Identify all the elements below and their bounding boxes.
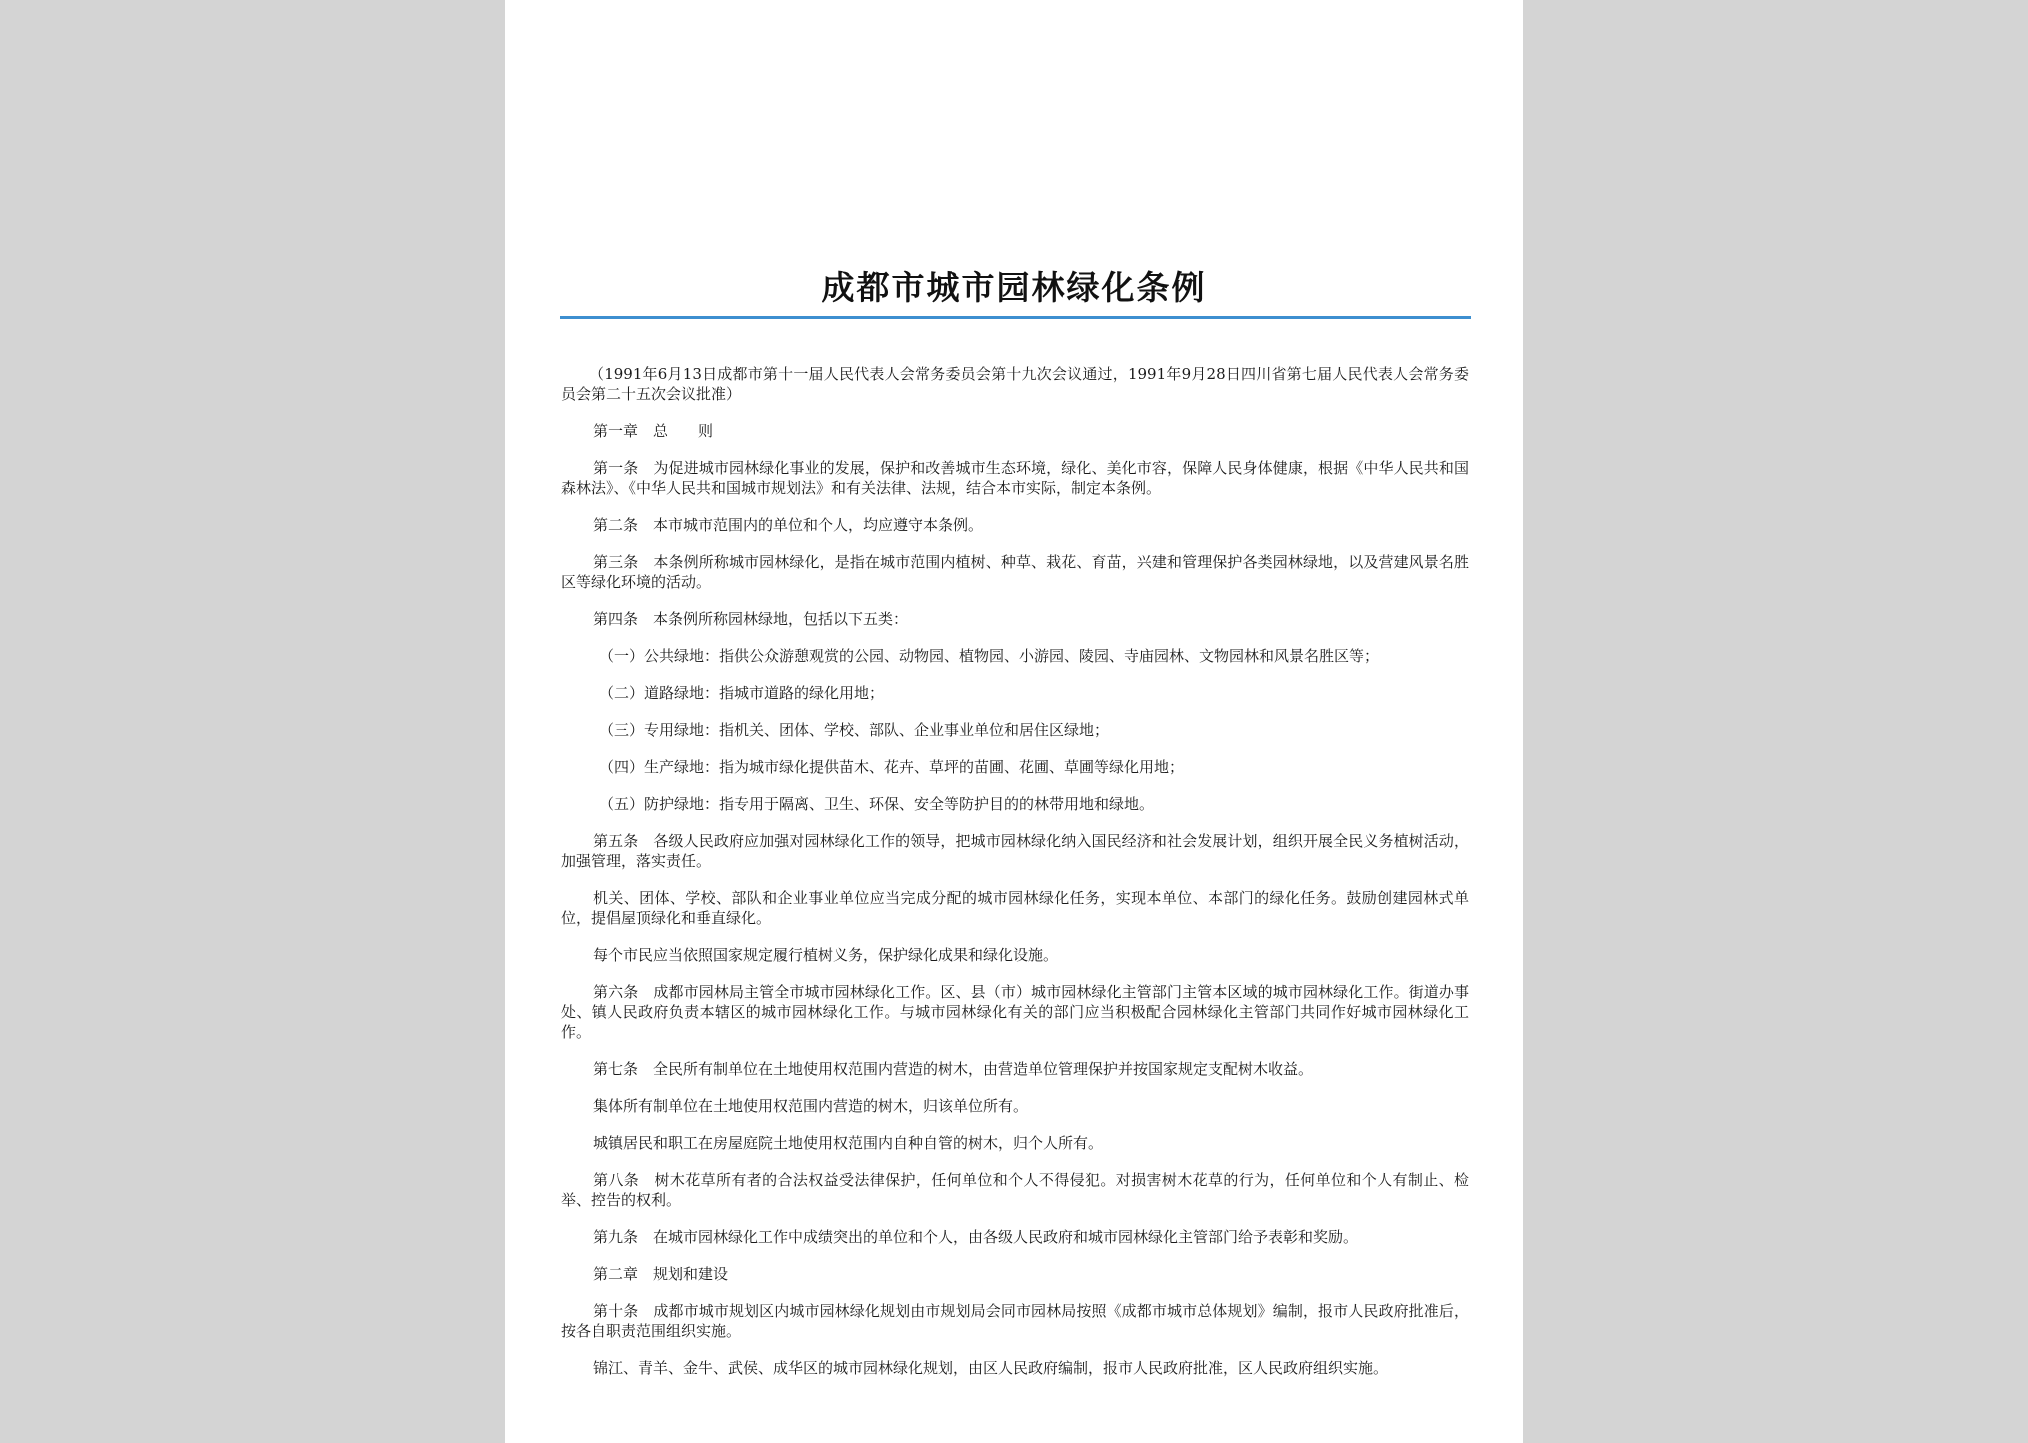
article-paragraph: 第三条 本条例所称城市园林绿化，是指在城市范围内植树、种草、栽花、育苗，兴建和管理保护各类园林绿地，以及营建风景名胜区等绿化环境的活动。 — [561, 553, 1469, 591]
list-item: （二）道路绿地：指城市道路的绿化用地； — [599, 684, 885, 702]
article-paragraph: 集体所有制单位在土地使用权范围内营造的树木，归该单位所有。 — [593, 1097, 1029, 1115]
list-item: （三）专用绿地：指机关、团体、学校、部队、企业事业单位和居住区绿地； — [599, 721, 1110, 739]
article-paragraph: 城镇居民和职工在房屋庭院土地使用权范围内自种自管的树木，归个人所有。 — [593, 1134, 1104, 1152]
article-paragraph: 第八条 树木花草所有者的合法权益受法律保护，任何单位和个人不得侵犯。对损害树木花草的行为，任何单位和个人有制止、检举、控告的权利。 — [561, 1171, 1469, 1209]
title-underline — [560, 316, 1471, 319]
article-paragraph: 第五条 各级人民政府应加强对园林绿化工作的领导，把城市园林绿化纳入国民经济和社会发展计划，组织开展全民义务植树活动，加强管理，落实责任。 — [561, 832, 1469, 870]
preamble: （1991年6月13日成都市第十一届人民代表人会常务委员会第十九次会议通过，1991年9月28日四川省第七届人民代表人会常务委员会第二十五次会议批准） — [561, 365, 1469, 403]
article-paragraph: 每个市民应当依照国家规定履行植树义务，保护绿化成果和绿化设施。 — [593, 946, 1059, 964]
article-paragraph: 第十条 成都市城市规划区内城市园林绿化规划由市规划局会同市园林局按照《成都市城市总体规划》编制，报市人民政府批准后，按各自职责范围组织实施。 — [561, 1302, 1469, 1340]
article-paragraph: 第六条 成都市园林局主管全市城市园林绿化工作。区、县（市）城市园林绿化主管部门主管本区域的城市园林绿化工作。街道办事处、镇人民政府负责本辖区的城市园林绿化工作。与城市园林绿化有关的部门应当积极配合园林绿化主管部门共同作好城市园林绿化工作。 — [561, 983, 1469, 1041]
article-paragraph: 锦江、青羊、金牛、武侯、成华区的城市园林绿化规划，由区人民政府编制，报市人民政府批准，区人民政府组织实施。 — [593, 1359, 1389, 1377]
chapter-heading: 第一章 总 则 — [593, 422, 714, 440]
article-paragraph: 第一条 为促进城市园林绿化事业的发展，保护和改善城市生态环境，绿化、美化市容，保障人民身体健康，根据《中华人民共和国森林法》、《中华人民共和国城市规划法》和有关法律、法规，结合本市实际，制定本条例。 — [561, 459, 1469, 497]
document-title: 成都市城市园林绿化条例 — [821, 268, 1207, 307]
article-paragraph: 第九条 在城市园林绿化工作中成绩突出的单位和个人，由各级人民政府和城市园林绿化主管部门给予表彰和奖励。 — [593, 1228, 1359, 1246]
article-paragraph: 第四条 本条例所称园林绿地，包括以下五类： — [593, 610, 909, 628]
chapter-heading: 第二章 规划和建设 — [593, 1265, 729, 1283]
list-item: （一）公共绿地：指供公众游憩观赏的公园、动物园、植物园、小游园、陵园、寺庙园林、文物园林和风景名胜区等； — [599, 647, 1380, 665]
document-body — [561, 364, 1469, 1395]
list-item: （四）生产绿地：指为城市绿化提供苗木、花卉、草坪的苗圃、花圃、草圃等绿化用地； — [599, 758, 1185, 776]
article-paragraph: 第七条 全民所有制单位在土地使用权范围内营造的树木，由营造单位管理保护并按国家规定支配树木收益。 — [593, 1060, 1314, 1078]
list-item: （五）防护绿地：指专用于隔离、卫生、环保、安全等防护目的的林带用地和绿地。 — [599, 795, 1155, 813]
document-page — [505, 0, 1523, 1443]
article-paragraph: 第二条 本市城市范围内的单位和个人，均应遵守本条例。 — [593, 516, 984, 534]
article-paragraph: 机关、团体、学校、部队和企业事业单位应当完成分配的城市园林绿化任务，实现本单位、本部门的绿化任务。鼓励创建园林式单位，提倡屋顶绿化和垂直绿化。 — [561, 889, 1469, 927]
